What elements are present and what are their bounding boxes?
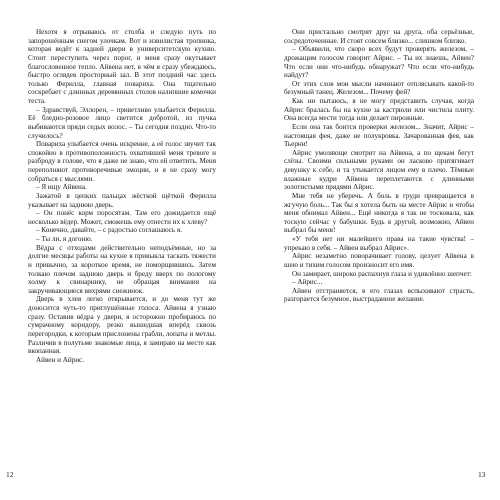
paragraph: – Конечно, давайте, – с радостью соглашаюсь я. [36, 226, 183, 235]
paragraph: Зажатой в цепких пальцах жёсткой щёткой Ферилла указывает на заднюю дверь. [28, 191, 216, 209]
paragraph: Айвен и Айрис. [36, 355, 85, 364]
paragraph: Как ни пытаюсь, я не могу представить случая, когда Айрис бралась бы на кухне за кастрюли или чистила плиту. Она всегда мести тогда или делает пирожные. [284, 97, 474, 123]
paragraph: – Я ищу Айвена. [36, 183, 87, 192]
page-number-right: 13 [478, 470, 486, 479]
paragraph: Айрис умоляюще смотрит на Айвена, а по щекам бегут слёзы. Своими сильными руками он ласково притягивает девушку к себе, и та утыкается лицом ему в плечо. Тёмные влажные кудри Айвена переплетаются с длинными золотистыми прядями Айрис. [284, 148, 474, 192]
paragraph: Он замирает, широко распахнув глаза и удивлённо шепчет: [292, 269, 472, 278]
paragraph: – Ты ли, я догоню. [36, 235, 93, 243]
paragraph: От этих слов мои мысли начинают отплясывать какой-то безумный танец. Железом... Почему фей? [284, 79, 474, 97]
right-page-text [284, 28, 474, 304]
paragraph: Айрис незаметно поворачивает голову, целует Айвена в шею и тихим голосом произносит его имя. [284, 252, 474, 269]
page-number-left: 12 [6, 470, 14, 479]
paragraph: Вёдра с отходами действительно неподъёмные, но за долгие месяцы работы на кухне я привыкла таскать тяжести и привычно, за короткое время, не поморщившись. Затем толкаю плечом заднюю дверь и бреду вверх по пологому холму к свинарнику, не обращая внимания на закручивающиеся вихрями снежинок. [28, 243, 216, 295]
paragraph: Дверь в хлев легко открывается, и до меня тут же доносится чуть-то приглушённые голоса. Айвена я узнаю сразу. Оставив вёдра у двери, я осторожно пробираюсь по сумрачному коридору, резко вышедшая вперёд сквозь перегородки, к которым прислонены грабли, лопаты и метлы. Различив в полутьме знакомые лица, я замираю на месте как вкопанная. [28, 295, 216, 356]
paragraph: Мне тебя не уберечь. А боль в груди превращается в жгучую боль... Так бы я хотела быть на месте Айрис и чтобы меня обнимал Айвен... Ещё никогда я так не тосковала, как тоскую сейчас у бабушки. Будь я другой, возможно, Айвен выбрал бы меня! [284, 191, 474, 235]
left-page-text [28, 28, 216, 364]
paragraph: «У тебя нет ни малейшего права на такие чувства! – упрекаю я себя. – Айвен выбрал Айрис». [284, 235, 474, 252]
paragraph: Если она так боится проверки железом... Значит, Айрис – настоящая фея, даже не полукровка. Зачарованная фея, как Тьерни! [284, 122, 474, 149]
paragraph: Нехотя я отрываюсь от столба и следую путь по запорошённым снегом улочкам. Вот и извилистая тропинка, которая ведёт к задней двери в университетскую кухню. Стоит переступить через порог, и меня сразу окутывает благословенное тепло. Айвена нет, в чём я сразу убеждаюсь, быстро оглядев просторный зал. В этот поздний час здесь только Ферилла, главная повариха. Она тщательно соскребает с длинных деревянных столов налипшие комочки теста. [28, 28, 216, 105]
paragraph: – Объявили, что скоро всех будут проверять железом, – дрожащим голосом говорит Айрис. – Ты их знаешь, Айвен? Что если они что-нибудь обнаружат? Что если что-нибудь найдут? [284, 45, 474, 80]
paragraph: Они пристально смотрят друг на друга, оба серьёзные, сосредоточенные. И стоят совсем близко... слишком близко. [284, 28, 474, 45]
paragraph: – Он понёс корм поросятам. Там его дожидается ещё несколько вёдер. Может, сможешь ему отнести их к хлеву? [28, 209, 216, 226]
paragraph: Повариха улыбается очень искренне, а её голос звучит так спокойно в противоположность охватившей меня тревоге и разброду в голове, что я даже не знаю, что ей ответить. Меня переполняют противоречивые эмоции, и я не сразу могу собраться с мыслями. [28, 140, 216, 183]
paragraph: – Здравствуй, Эллорен, – приветливо улыбается Ферилла. Её бледно-розовое лицо светится добротой, из пучка выбиваются пряди седых волос. – Ты сегодня поздно. Что-то случилось? [28, 105, 216, 140]
paragraph: Айвен отстраняется, в его глазах вспыхивают страсть, разгорается безумное, выстраданное желание. [284, 286, 474, 304]
paragraph: – Айрис... [292, 278, 323, 287]
